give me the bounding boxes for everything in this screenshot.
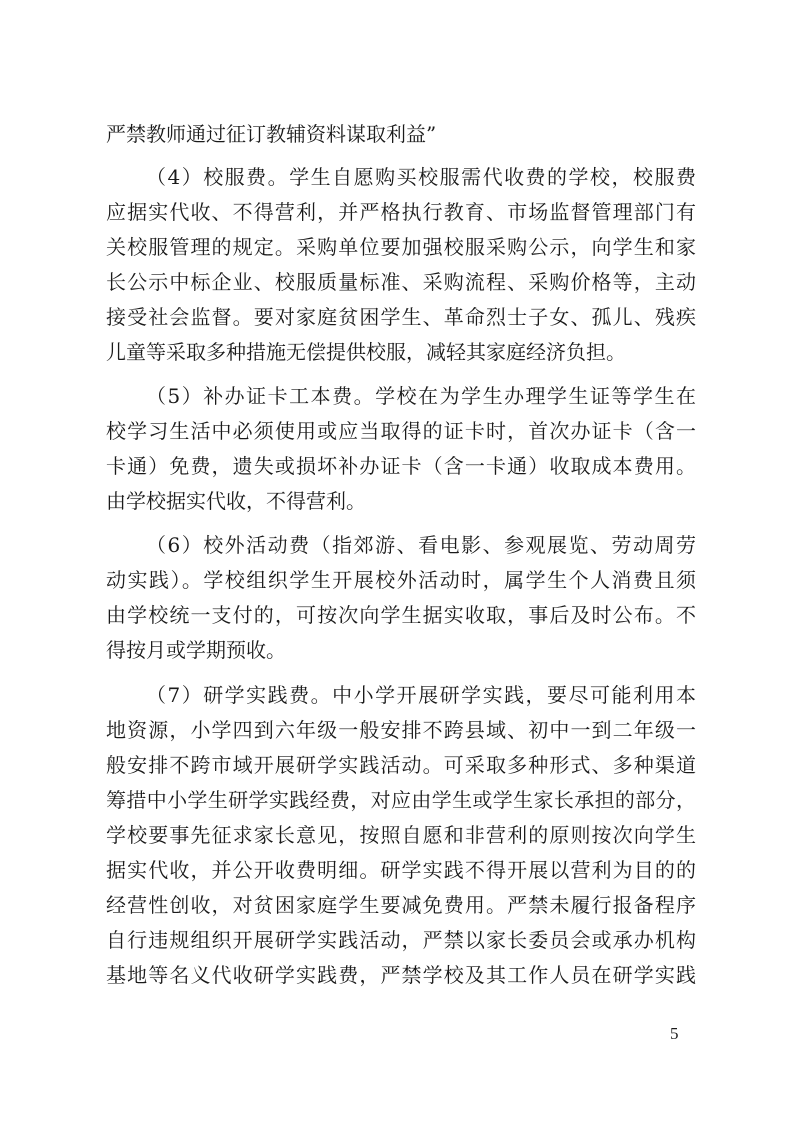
page-number: 5 [670, 1024, 679, 1043]
text-line: 由学校统一支付的，可按次向学生据实收取，事后及时公布。不 [106, 603, 696, 627]
text-line: （5）补办证卡工本费。学校在为学生办理学生证等学生在 [146, 384, 696, 408]
text-line: 据实代收，并公开收费明细。研学实践不得开展以营利为目的的 [106, 858, 696, 882]
text-line: （6）校外活动费（指郊游、看电影、参观展览、劳动周劳 [146, 533, 696, 557]
text-line: （7）研学实践费。中小学开展研学实践，要尽可能利用本 [146, 683, 696, 707]
text-line: 关校服管理的规定。采购单位要加强校服采购公示，向学生和家 [106, 235, 696, 259]
text-line: 般安排不跨市域开展研学实践活动。可采取多种形式、多种渠道 [106, 753, 696, 777]
text-line: （4）校服费。学生自愿购买校服需代收费的学校，校服费 [146, 165, 696, 189]
text-line: 严禁教师通过征订教辅资料谋取利益” [106, 122, 437, 146]
text-line: 基地等名义代收研学实践费，严禁学校及其工作人员在研学实践 [106, 963, 696, 987]
text-line: 筹措中小学生研学实践经费，对应由学生或学生家长承担的部分， [106, 788, 696, 812]
text-line: 校学习生活中必须使用或应当取得的证卡时，首次办证卡（含一 [106, 419, 696, 443]
text-line: 接受社会监督。要对家庭贫困学生、革命烈士子女、孤儿、残疾 [106, 305, 696, 329]
text-line: 长公示中标企业、校服质量标准、采购流程、采购价格等，主动 [106, 270, 696, 294]
text-line: 儿童等采取多种措施无偿提供校服，减轻其家庭经济负担。 [106, 340, 626, 364]
text-line: 动实践）。学校组织学生开展校外活动时，属学生个人消费且须 [106, 568, 696, 592]
text-line: 学校要事先征求家长意见，按照自愿和非营利的原则按次向学生 [106, 823, 696, 847]
text-line: 应据实代收、不得营利，并严格执行教育、市场监督管理部门有 [106, 200, 696, 224]
text-line: 由学校据实代收，不得营利。 [106, 489, 366, 513]
text-line: 卡通）免费，遗失或损坏补办证卡（含一卡通）收取成本费用。 [106, 454, 696, 478]
text-line: 经营性创收，对贫困家庭学生要减免费用。严禁未履行报备程序 [106, 893, 696, 917]
text-line: 地资源，小学四到六年级一般安排不跨县域、初中一到二年级一 [106, 718, 696, 742]
text-line: 得按月或学期预收。 [106, 638, 286, 662]
text-line: 自行违规组织开展研学实践活动，严禁以家长委员会或承办机构 [106, 928, 696, 952]
